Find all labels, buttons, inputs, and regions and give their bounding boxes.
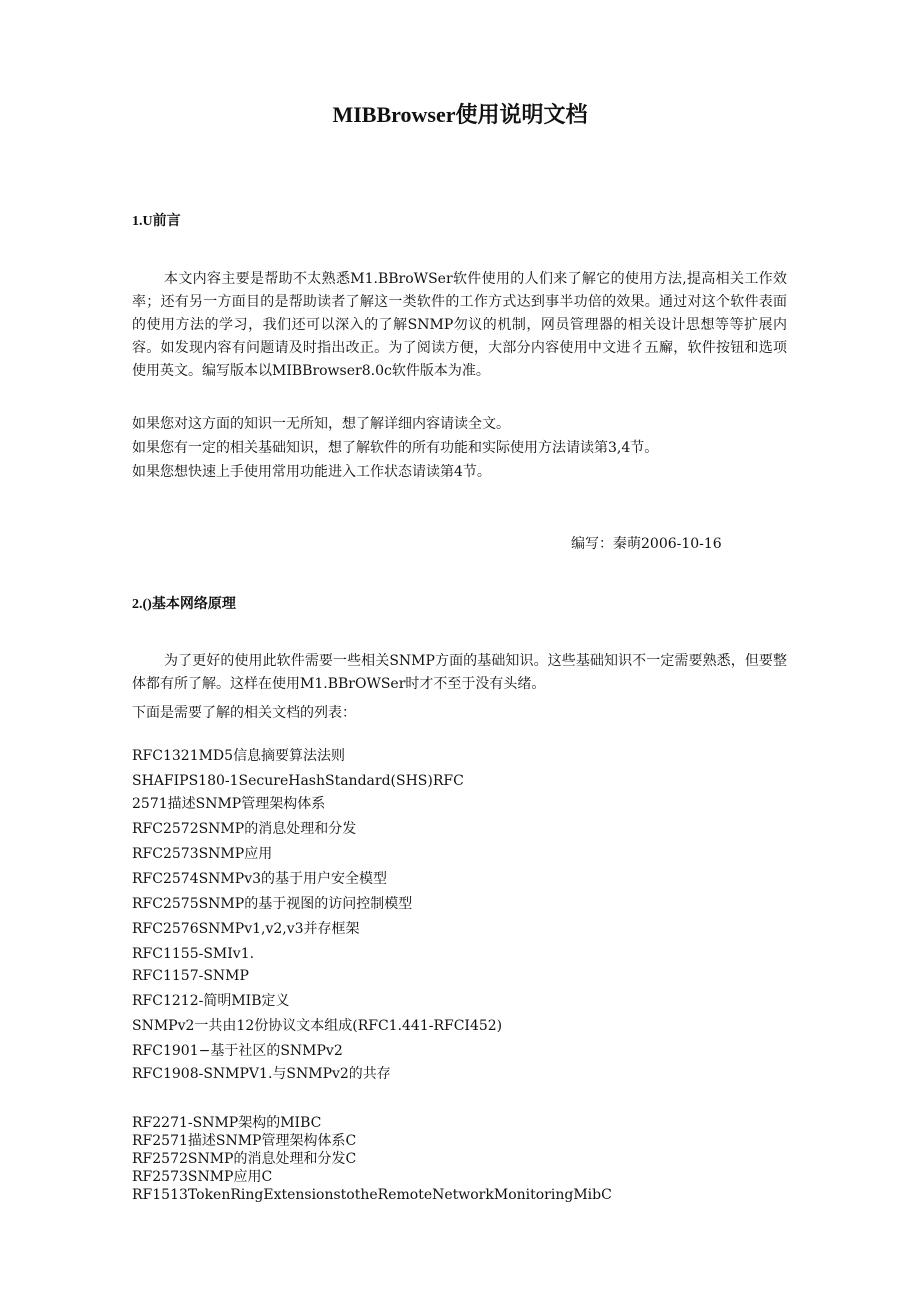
rfc-item: RF1513TokenRingExtensionstotheRemoteNetworkMonitoringMibC: [132, 1187, 612, 1203]
section-1-paragraph: 本文内容主要是帮助不太熟悉M1.BBroWSer软件使用的人们来了解它的使用方法,提高相关工作效率；还有另一方面目的是帮助读者了解这一类软件的工作方式达到事半功倍的效果。通过对这个软件表面的使用方法的学习，我们还可以深入的了解SNMP勿议的机制，网员管理器的相关设计思想等等扩展内容。如发现内容有问题请及时指出改正。为了阅读方便，大部分内容使用中文进彳五廨，软件按钮和选项使用英文。编写版本以MIBBrowser8.0c软件版本为准。: [132, 271, 787, 379]
rfc-list: [132, 745, 502, 1085]
reading-guide-line: 如果您对这方面的知识一无所知，想了解详细内容请读全文。: [132, 416, 510, 432]
rfc-item: RF2271-SNMP架构的MIBC: [132, 1115, 322, 1131]
rfc-item: SHAFIPS180-1SecureHashStandard(SHS)RFC: [132, 773, 464, 789]
rfc-item: RFC1157-SNMP: [132, 968, 249, 984]
section-2-heading: 2.()基本网络原理: [132, 597, 236, 612]
rfc-item: RF2573SNMP应用C: [132, 1169, 273, 1185]
rfc-item: SNMPv2一共由12份协议文本组成(RFC1.441-RFCI452): [132, 1018, 503, 1034]
rfc-item: RFC1155-SMIv1.: [132, 945, 255, 962]
rfc-item: RF2572SNMP的消息处理和分发C: [132, 1151, 357, 1167]
rfc-item: RFC1321MD5信息摘要算法法则: [132, 748, 346, 764]
rfc-item: RFC2573SNMP应用: [132, 845, 273, 862]
section-2-paragraph: 为了更好的使用此软件需要一些相关SNMP方面的基础知识。这些基础知识不一定需要熟悉，但要整体都有所了解。这样在使用M1.BBrOWSer时才不至于没有头绪。: [132, 653, 787, 692]
rfc-item: RFC2575SNMP的基于视图的访问控制模型: [132, 895, 413, 912]
rfc-item: RFC2576SNMPv1,v2,v3并存框架: [132, 920, 360, 937]
author-line: 编写：秦萌2006-10-16: [571, 536, 722, 552]
rfc-item: RFC1901−基于社区的SNMPv2: [132, 1043, 343, 1059]
rfc-item: RFC1908-SNMPV1.与SNMPv2的共存: [132, 1065, 391, 1082]
reading-guide-line: 如果您有一定的相关基础知识，想了解软件的所有功能和实际使用方法请读第3,4节。: [132, 440, 659, 456]
reading-guide-line: 如果您想快速上手使用常用功能进入工作状态请读第4节。: [132, 464, 491, 480]
document-title: MIBBrowser使用说明文档: [332, 102, 588, 127]
rfc-item: RFC2574SNMPv3的基于用户安全模型: [132, 870, 388, 887]
rfc-item: RF2571描述SNMP管理架构体系C: [132, 1133, 357, 1149]
rfc-item: RFC2572SNMP的消息处理和分发: [132, 820, 357, 837]
list-intro: 下面是需要了解的相关文档的列表：: [132, 705, 356, 721]
rfc-item: RFC1212-简明MIB定义: [132, 993, 290, 1009]
rfc-list-secondary: [132, 1114, 612, 1204]
section-1-heading: 1.U前言: [132, 214, 181, 229]
rfc-item: 2571描述SNMP管理架构体系: [132, 795, 326, 812]
